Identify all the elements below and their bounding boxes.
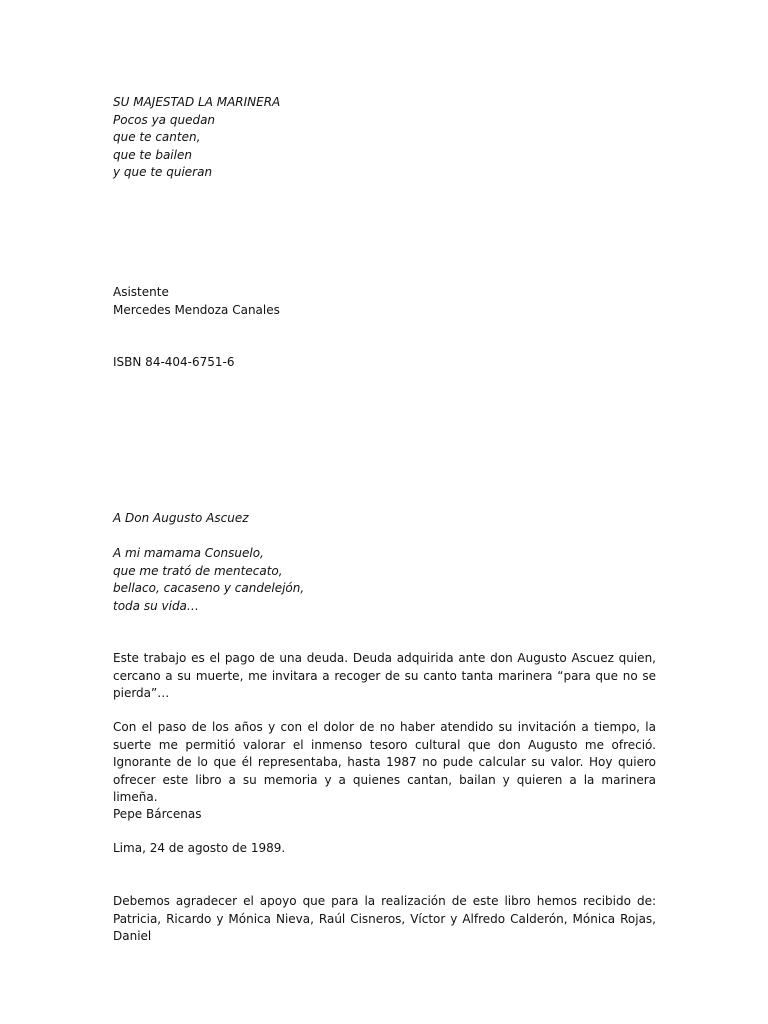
paragraph-thanks-text: Debemos agradecer el apoyo que para la realización de este libro hemos recibido de: Patricia, Ricardo y Mónica Nieva, Raúl Cisneros, Víctor y Alfredo Calderón, Mónica Rojas, Daniel [113, 894, 656, 943]
paragraph-thanks [113, 893, 656, 946]
signature [113, 806, 656, 824]
dedication [113, 510, 656, 528]
epigraph-line: Pocos ya quedan [113, 112, 216, 127]
place-date-text: Lima, 24 de agosto de 1989. [113, 841, 286, 855]
paragraph-dedication [113, 719, 656, 807]
epigraph-title: SU MAJESTAD LA MARINERA [113, 95, 281, 109]
signature-name: Pepe Bárcenas [113, 807, 202, 821]
epigraph-line: que te canten, [113, 130, 201, 144]
isbn-text: ISBN 84-404-6751-6 [113, 355, 235, 369]
place-date [113, 840, 656, 858]
dedication-line: A mi mamama Consuelo, [113, 546, 264, 560]
dedication-first: A Don Augusto Ascuez [113, 511, 249, 525]
dedication-line: que me trató de mentecato, [113, 563, 283, 578]
paragraph-debt [113, 650, 656, 703]
credits [113, 284, 656, 319]
dedication-poem [113, 545, 656, 615]
epigraph-line: que te bailen [113, 147, 192, 162]
credits-role: Asistente [113, 285, 169, 299]
isbn [113, 354, 656, 372]
dedication-line: toda su vida… [113, 598, 199, 613]
dedication-line: bellaco, cacaseno y candelejón, [113, 581, 305, 595]
paragraph-debt-text: Este trabajo es el pago de una deuda. Deuda adquirida ante don Augusto Ascuez quien, cercano a su muerte, me invitara a recoger de su canto tanta marinera “para que no se pierda”… [113, 651, 656, 700]
paragraph-dedication-text: Con el paso de los años y con el dolor de no haber atendido su invitación a tiempo, la suerte me permitió valorar el inmenso tesoro cultural que don Augusto me ofreció. Ignorante de lo que él representaba, hasta 1987 no pude calcular su valor. Hoy quiero ofrecer este libro a su memoria y a quienes cantan, bailan y quieren a la marinera limeña. [113, 720, 656, 804]
epigraph-line: y que te quieran [113, 165, 213, 179]
credits-name: Mercedes Mendoza Canales [113, 302, 280, 317]
epigraph [113, 94, 656, 182]
